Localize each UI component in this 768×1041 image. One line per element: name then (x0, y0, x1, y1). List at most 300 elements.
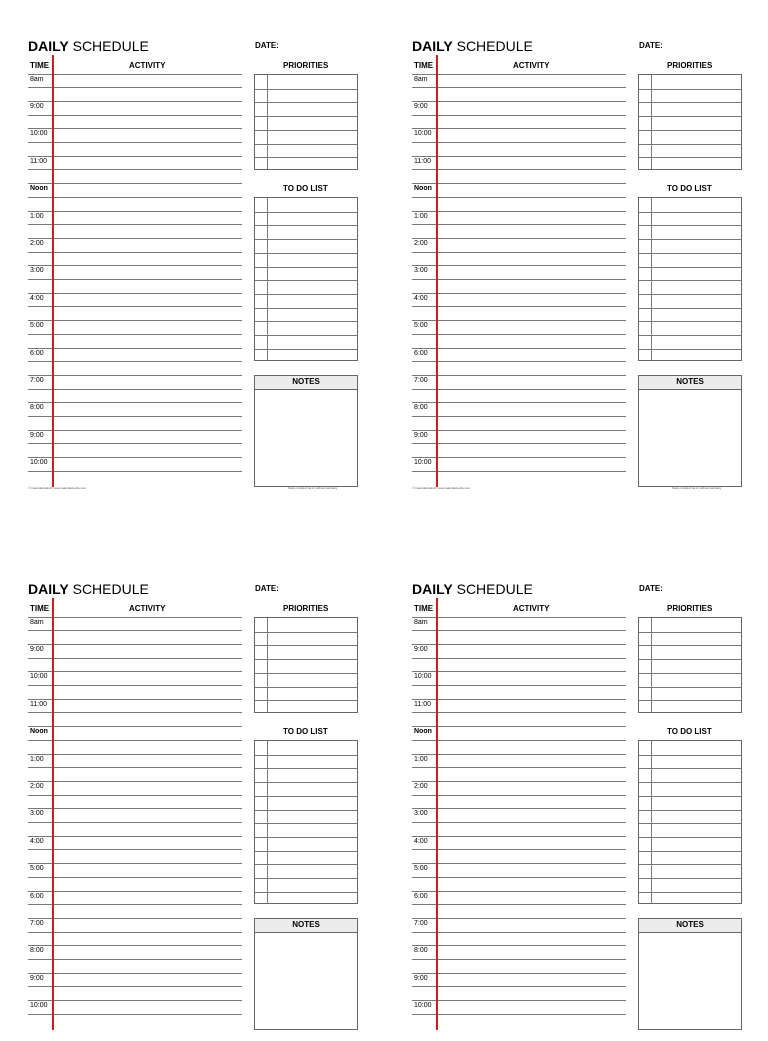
todo-box (254, 197, 358, 361)
time-slot-label: 4:00 (414, 838, 428, 845)
activity-rule (28, 183, 242, 184)
todo-row (639, 768, 741, 769)
activity-rule (28, 986, 242, 987)
activity-rule (28, 169, 242, 170)
time-slot-label: 10:00 (30, 1002, 48, 1009)
activity-rule (412, 142, 626, 143)
time-divider-line (436, 598, 438, 1030)
time-divider-line (52, 598, 54, 1030)
todo-row (255, 335, 357, 336)
time-slot-label: 3:00 (30, 810, 44, 817)
activity-rule (28, 918, 242, 919)
activity-rule (28, 740, 242, 741)
priority-row (639, 157, 741, 158)
todo-row (255, 755, 357, 756)
activity-rule (412, 891, 626, 892)
date-label: DATE: (255, 41, 279, 50)
todo-row (255, 239, 357, 240)
notes-header: NOTES (639, 919, 741, 933)
todo-header: TO DO LIST (667, 184, 712, 193)
time-header: TIME (414, 604, 434, 613)
activity-rule (412, 197, 626, 198)
activity-rule (412, 699, 626, 700)
time-slot-label: 8am (30, 619, 44, 626)
priority-row (639, 130, 741, 131)
priority-row (639, 144, 741, 145)
time-slot-label: 9:00 (414, 103, 428, 110)
priority-row (639, 645, 741, 646)
activity-rule (28, 685, 242, 686)
activity-rule (412, 959, 626, 960)
activity-rule (28, 471, 242, 472)
todo-row (255, 280, 357, 281)
activity-rule (28, 361, 242, 362)
time-slot-label: 10:00 (30, 130, 48, 137)
activity-rule (28, 973, 242, 974)
todo-row (639, 810, 741, 811)
todo-row (255, 308, 357, 309)
activity-rule (28, 712, 242, 713)
activity-rule (28, 293, 242, 294)
activity-rule (412, 795, 626, 796)
activity-rule (412, 630, 626, 631)
todo-row (255, 768, 357, 769)
time-header: TIME (30, 61, 50, 70)
todo-row (255, 837, 357, 838)
time-slot-label: 9:00 (30, 975, 44, 982)
activity-rule (28, 279, 242, 280)
time-slot-label: 6:00 (30, 893, 44, 900)
activity-rule (28, 630, 242, 631)
priorities-header: PRIORITIES (667, 604, 713, 613)
priorities-box (254, 74, 358, 170)
time-slot-label: 1:00 (414, 756, 428, 763)
activity-header: ACTIVITY (129, 604, 166, 613)
todo-row (639, 239, 741, 240)
time-slot-label: 4:00 (414, 295, 428, 302)
activity-rule (28, 74, 242, 75)
time-slot-label: 9:00 (414, 975, 428, 982)
activity-rule (28, 128, 242, 129)
activity-rule (28, 644, 242, 645)
activity-rule (412, 471, 626, 472)
priority-row (255, 687, 357, 688)
notes-header: NOTES (255, 376, 357, 390)
time-slot-label: 2:00 (414, 240, 428, 247)
activity-rule (28, 699, 242, 700)
activity-rule (28, 224, 242, 225)
time-slot-label: 8:00 (414, 947, 428, 954)
activity-rule (412, 375, 626, 376)
priorities-box (254, 617, 358, 713)
activity-rule (28, 238, 242, 239)
priority-row (255, 116, 357, 117)
footer-copyright: © Calendarpedia® www.calendarpedia.com (28, 486, 87, 490)
activity-rule (28, 1000, 242, 1001)
notes-box (638, 375, 742, 487)
activity-rule (412, 306, 626, 307)
time-slot-label: 3:00 (414, 810, 428, 817)
time-slot-label: 2:00 (30, 240, 44, 247)
todo-row (255, 212, 357, 213)
priority-row (255, 632, 357, 633)
activity-rule (28, 891, 242, 892)
time-slot-label: 11:00 (414, 158, 431, 165)
todo-row (639, 253, 741, 254)
notes-box (254, 375, 358, 487)
todo-row (255, 225, 357, 226)
todo-row (639, 225, 741, 226)
activity-rule (28, 375, 242, 376)
activity-rule (412, 781, 626, 782)
time-slot-label: 7:00 (414, 377, 428, 384)
activity-rule (28, 101, 242, 102)
activity-rule (412, 863, 626, 864)
title-bold: DAILY (28, 581, 69, 597)
priority-row (255, 645, 357, 646)
time-slot-label: 8:00 (30, 404, 44, 411)
activity-header: ACTIVITY (129, 61, 166, 70)
todo-row (255, 851, 357, 852)
time-slot-label: 9:00 (30, 646, 44, 653)
activity-rule (412, 115, 626, 116)
todo-row (255, 810, 357, 811)
todo-row (639, 782, 741, 783)
date-label: DATE: (255, 584, 279, 593)
footer-disclaimer: Data provided 'as is' without warranty (672, 486, 722, 490)
activity-rule (28, 617, 242, 618)
todo-row (639, 823, 741, 824)
activity-rule (412, 986, 626, 987)
activity-rule (412, 932, 626, 933)
activity-rule (28, 197, 242, 198)
activity-rule (28, 430, 242, 431)
page-title (28, 581, 149, 597)
activity-rule (28, 389, 242, 390)
activity-rule (412, 685, 626, 686)
activity-rule (28, 822, 242, 823)
activity-rule (412, 293, 626, 294)
activity-rule (28, 457, 242, 458)
time-slot-label: 8am (30, 76, 44, 83)
time-slot-label: 9:00 (414, 646, 428, 653)
activity-rule (412, 904, 626, 905)
time-slot-label: Noon (414, 728, 432, 735)
todo-row (639, 321, 741, 322)
activity-rule (412, 973, 626, 974)
todo-row (639, 851, 741, 852)
page-title (412, 581, 533, 597)
time-slot-label: 5:00 (30, 322, 44, 329)
todo-row (639, 212, 741, 213)
activity-rule (412, 712, 626, 713)
priority-row (255, 659, 357, 660)
todo-row (255, 878, 357, 879)
footer-disclaimer: Data provided 'as is' without warranty (288, 486, 338, 490)
todo-row (255, 864, 357, 865)
time-slot-label: 6:00 (414, 893, 428, 900)
time-slot-label: 1:00 (30, 756, 44, 763)
activity-rule (412, 101, 626, 102)
time-slot-label: 5:00 (414, 322, 428, 329)
activity-rule (412, 389, 626, 390)
activity-rule (412, 402, 626, 403)
activity-rule (412, 877, 626, 878)
time-slot-label: Noon (414, 185, 432, 192)
activity-rule (412, 320, 626, 321)
activity-rule (28, 849, 242, 850)
activity-rule (28, 863, 242, 864)
title-bold: DAILY (28, 38, 69, 54)
activity-rule (412, 644, 626, 645)
schedule-card (412, 38, 752, 498)
todo-row (639, 837, 741, 838)
time-slot-label: 11:00 (30, 701, 47, 708)
priorities-box (638, 74, 742, 170)
priorities-header: PRIORITIES (283, 604, 329, 613)
priority-row (639, 632, 741, 633)
activity-rule (412, 822, 626, 823)
time-slot-label: 1:00 (30, 213, 44, 220)
priority-row (639, 89, 741, 90)
priority-row (639, 673, 741, 674)
activity-rule (28, 115, 242, 116)
schedule-card (28, 38, 368, 498)
title-rest: SCHEDULE (72, 38, 149, 54)
priority-row (255, 157, 357, 158)
todo-box (254, 740, 358, 904)
activity-rule (28, 658, 242, 659)
todo-row (639, 892, 741, 893)
activity-rule (28, 795, 242, 796)
todo-row (639, 267, 741, 268)
priority-row (255, 102, 357, 103)
activity-rule (412, 348, 626, 349)
activity-rule (28, 348, 242, 349)
time-slot-label: 5:00 (414, 865, 428, 872)
notes-header: NOTES (639, 376, 741, 390)
activity-rule (412, 416, 626, 417)
activity-rule (28, 904, 242, 905)
time-slot-label: 6:00 (30, 350, 44, 357)
title-bold: DAILY (412, 38, 453, 54)
activity-rule (28, 334, 242, 335)
activity-rule (412, 726, 626, 727)
activity-rule (412, 658, 626, 659)
activity-rule (28, 416, 242, 417)
time-slot-label: 9:00 (30, 432, 44, 439)
activity-rule (28, 808, 242, 809)
activity-rule (28, 156, 242, 157)
todo-row (639, 755, 741, 756)
activity-rule (412, 849, 626, 850)
activity-rule (28, 932, 242, 933)
activity-rule (412, 836, 626, 837)
todo-header: TO DO LIST (667, 727, 712, 736)
todo-row (639, 308, 741, 309)
activity-rule (412, 128, 626, 129)
time-slot-label: 7:00 (414, 920, 428, 927)
activity-rule (412, 156, 626, 157)
activity-rule (28, 252, 242, 253)
activity-rule (28, 142, 242, 143)
priority-row (255, 673, 357, 674)
activity-rule (412, 265, 626, 266)
activity-rule (28, 402, 242, 403)
time-slot-label: 10:00 (414, 673, 432, 680)
time-slot-label: 4:00 (30, 295, 44, 302)
todo-row (255, 267, 357, 268)
time-slot-label: 11:00 (30, 158, 47, 165)
activity-rule (412, 361, 626, 362)
priority-row (255, 144, 357, 145)
activity-rule (412, 87, 626, 88)
todo-row (639, 864, 741, 865)
activity-rule (412, 238, 626, 239)
activity-rule (412, 224, 626, 225)
activity-rule (412, 169, 626, 170)
priority-row (639, 659, 741, 660)
todo-row (639, 280, 741, 281)
time-header: TIME (414, 61, 434, 70)
activity-rule (28, 767, 242, 768)
time-slot-label: 3:00 (30, 267, 44, 274)
activity-rule (28, 306, 242, 307)
time-slot-label: 10:00 (30, 673, 48, 680)
time-slot-label: 10:00 (414, 130, 432, 137)
activity-rule (28, 671, 242, 672)
activity-rule (412, 754, 626, 755)
priorities-header: PRIORITIES (283, 61, 329, 70)
activity-rule (28, 1014, 242, 1015)
time-slot-label: Noon (30, 185, 48, 192)
todo-box (638, 740, 742, 904)
time-slot-label: 10:00 (30, 459, 48, 466)
time-header: TIME (30, 604, 50, 613)
activity-rule (412, 671, 626, 672)
activity-rule (412, 918, 626, 919)
activity-rule (412, 457, 626, 458)
priority-row (255, 130, 357, 131)
time-slot-label: 11:00 (414, 701, 431, 708)
priority-row (639, 687, 741, 688)
activity-rule (28, 754, 242, 755)
priority-row (639, 700, 741, 701)
page-title (28, 38, 149, 54)
priority-row (255, 700, 357, 701)
time-slot-label: 7:00 (30, 920, 44, 927)
todo-row (255, 253, 357, 254)
notes-box (254, 918, 358, 1030)
schedule-card (28, 581, 368, 1041)
todo-row (255, 294, 357, 295)
todo-row (255, 823, 357, 824)
time-slot-label: 8:00 (30, 947, 44, 954)
time-slot-label: 6:00 (414, 350, 428, 357)
activity-rule (412, 1000, 626, 1001)
time-slot-label: 4:00 (30, 838, 44, 845)
priorities-box (638, 617, 742, 713)
activity-rule (28, 443, 242, 444)
activity-rule (412, 74, 626, 75)
activity-rule (28, 211, 242, 212)
title-rest: SCHEDULE (456, 581, 533, 597)
todo-row (639, 349, 741, 350)
activity-rule (412, 183, 626, 184)
time-slot-label: 1:00 (414, 213, 428, 220)
todo-row (255, 892, 357, 893)
time-slot-label: 3:00 (414, 267, 428, 274)
activity-rule (28, 836, 242, 837)
activity-rule (412, 767, 626, 768)
todo-row (255, 796, 357, 797)
todo-row (255, 321, 357, 322)
todo-header: TO DO LIST (283, 727, 328, 736)
time-divider-line (52, 55, 54, 487)
activity-rule (412, 740, 626, 741)
time-slot-label: 10:00 (414, 459, 432, 466)
time-divider-line (436, 55, 438, 487)
activity-header: ACTIVITY (513, 61, 550, 70)
title-bold: DAILY (412, 581, 453, 597)
time-slot-label: 5:00 (30, 865, 44, 872)
activity-rule (412, 334, 626, 335)
activity-rule (28, 265, 242, 266)
time-slot-label: Noon (30, 728, 48, 735)
todo-header: TO DO LIST (283, 184, 328, 193)
page-title (412, 38, 533, 54)
footer-copyright: © Calendarpedia® www.calendarpedia.com (412, 486, 471, 490)
title-rest: SCHEDULE (72, 581, 149, 597)
priority-row (639, 102, 741, 103)
activity-rule (28, 726, 242, 727)
notes-box (638, 918, 742, 1030)
time-slot-label: 7:00 (30, 377, 44, 384)
todo-row (639, 878, 741, 879)
time-slot-label: 9:00 (30, 103, 44, 110)
todo-row (639, 335, 741, 336)
time-slot-label: 2:00 (30, 783, 44, 790)
todo-row (255, 782, 357, 783)
priority-row (255, 89, 357, 90)
activity-rule (28, 877, 242, 878)
todo-row (255, 349, 357, 350)
time-slot-label: 9:00 (414, 432, 428, 439)
priorities-header: PRIORITIES (667, 61, 713, 70)
activity-rule (412, 808, 626, 809)
activity-rule (412, 211, 626, 212)
time-slot-label: 8am (414, 76, 428, 83)
todo-row (639, 294, 741, 295)
activity-rule (28, 945, 242, 946)
schedule-card (412, 581, 752, 1041)
todo-box (638, 197, 742, 361)
notes-header: NOTES (255, 919, 357, 933)
time-slot-label: 10:00 (414, 1002, 432, 1009)
todo-row (639, 796, 741, 797)
activity-rule (412, 443, 626, 444)
activity-rule (28, 959, 242, 960)
activity-rule (412, 252, 626, 253)
activity-rule (412, 617, 626, 618)
activity-rule (28, 781, 242, 782)
activity-rule (412, 1014, 626, 1015)
activity-rule (412, 430, 626, 431)
activity-rule (28, 87, 242, 88)
time-slot-label: 8:00 (414, 404, 428, 411)
priority-row (639, 116, 741, 117)
date-label: DATE: (639, 584, 663, 593)
